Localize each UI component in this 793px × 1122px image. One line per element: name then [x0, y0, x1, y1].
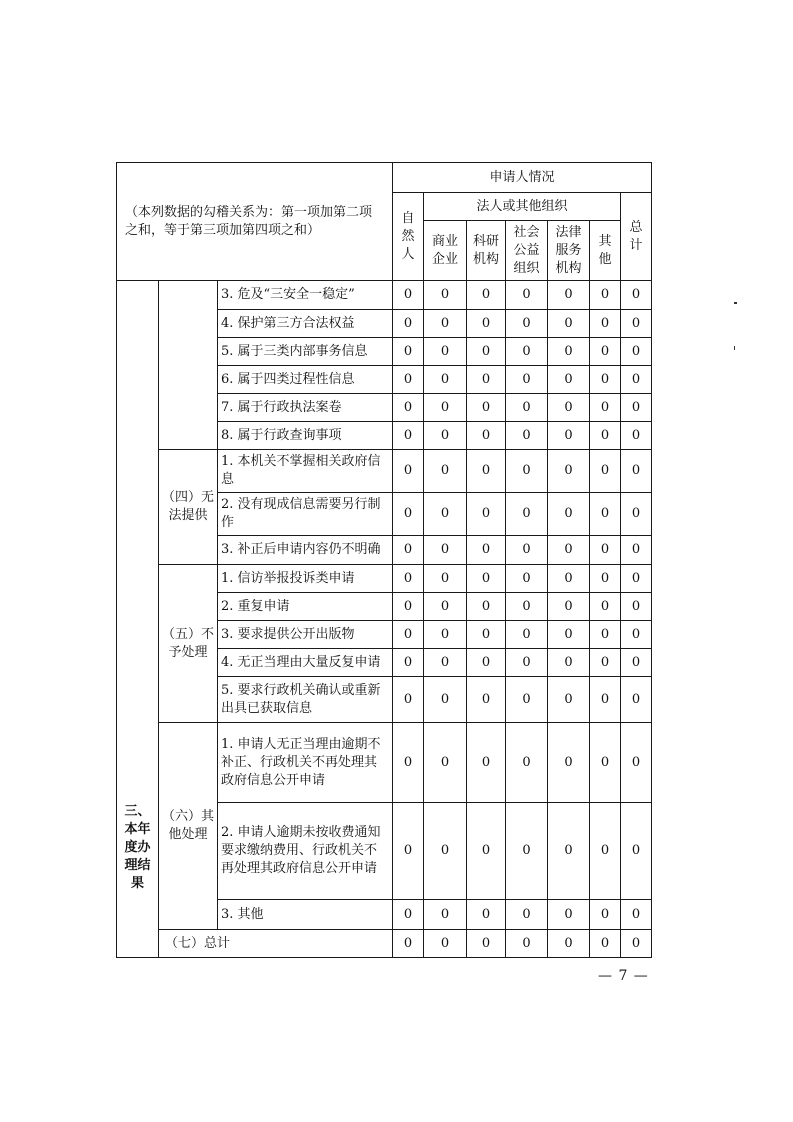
- row-label: 1. 申请人无正当理由逾期不补正、行政机关不再处理其政府信息公开申请: [218, 723, 393, 803]
- cell-value: 0: [506, 803, 548, 900]
- cell-value: 0: [393, 394, 424, 422]
- cell-value: 0: [621, 310, 652, 338]
- group-six-label: （六）其他处理: [159, 723, 218, 930]
- row-label: 7. 属于行政执法案卷: [218, 394, 393, 422]
- cell-value: 0: [548, 422, 590, 450]
- other-header: 其他: [590, 221, 621, 281]
- group-three-continuation: [159, 281, 218, 450]
- cell-value: 0: [424, 394, 467, 422]
- cell-value: 0: [621, 900, 652, 930]
- cell-value: 0: [424, 450, 467, 493]
- cell-value: 0: [506, 723, 548, 803]
- cell-value: 0: [393, 803, 424, 900]
- cell-value: 0: [506, 565, 548, 593]
- cell-value: 0: [393, 310, 424, 338]
- total-value: 0: [621, 930, 652, 958]
- cell-value: 0: [467, 536, 506, 565]
- cell-value: 0: [590, 677, 621, 723]
- cell-value: 0: [467, 450, 506, 493]
- cell-value: 0: [621, 422, 652, 450]
- cell-value: 0: [548, 281, 590, 310]
- cell-value: 0: [506, 593, 548, 621]
- cell-value: 0: [393, 281, 424, 310]
- cell-value: 0: [467, 900, 506, 930]
- cell-value: 0: [548, 803, 590, 900]
- cell-value: 0: [467, 338, 506, 366]
- row-label: 1. 信访举报投诉类申请: [218, 565, 393, 593]
- total-value: 0: [393, 930, 424, 958]
- scan-mark: [734, 346, 735, 350]
- row-label: 3. 危及“三安全一稳定”: [218, 281, 393, 310]
- cell-value: 0: [506, 366, 548, 394]
- cell-value: 0: [590, 565, 621, 593]
- row-label: 2. 重复申请: [218, 593, 393, 621]
- total-value: 0: [548, 930, 590, 958]
- cell-value: 0: [506, 536, 548, 565]
- cell-value: 0: [621, 394, 652, 422]
- cell-value: 0: [590, 621, 621, 649]
- group-five-label: （五）不予处理: [159, 565, 218, 723]
- cell-value: 0: [590, 649, 621, 677]
- cell-value: 0: [548, 621, 590, 649]
- cell-value: 0: [548, 649, 590, 677]
- cell-value: 0: [467, 394, 506, 422]
- cell-value: 0: [506, 394, 548, 422]
- cell-value: 0: [590, 593, 621, 621]
- cell-value: 0: [393, 723, 424, 803]
- row-label: 3. 要求提供公开出版物: [218, 621, 393, 649]
- cell-value: 0: [548, 450, 590, 493]
- cell-value: 0: [424, 536, 467, 565]
- cell-value: 0: [393, 649, 424, 677]
- cell-value: 0: [506, 677, 548, 723]
- cell-value: 0: [467, 565, 506, 593]
- cell-value: 0: [548, 394, 590, 422]
- cell-value: 0: [548, 677, 590, 723]
- cell-value: 0: [467, 649, 506, 677]
- cell-value: 0: [590, 281, 621, 310]
- total-value: 0: [506, 930, 548, 958]
- row-label: 2. 没有现成信息需要另行制作: [218, 493, 393, 536]
- cell-value: 0: [506, 338, 548, 366]
- total-value: 0: [424, 930, 467, 958]
- cell-value: 0: [548, 493, 590, 536]
- cell-value: 0: [393, 621, 424, 649]
- total-header: 总计: [621, 193, 652, 281]
- cell-value: 0: [393, 450, 424, 493]
- group-four-label: （四）无法提供: [159, 450, 218, 565]
- cell-value: 0: [424, 593, 467, 621]
- cell-value: 0: [590, 450, 621, 493]
- row-label: 4. 保护第三方合法权益: [218, 310, 393, 338]
- cell-value: 0: [424, 677, 467, 723]
- research-header: 科研机构: [467, 221, 506, 281]
- cell-value: 0: [621, 565, 652, 593]
- cell-value: 0: [621, 281, 652, 310]
- row-label: 4. 无正当理由大量反复申请: [218, 649, 393, 677]
- cell-value: 0: [467, 493, 506, 536]
- row-label: 3. 其他: [218, 900, 393, 930]
- total-value: 0: [590, 930, 621, 958]
- cell-value: 0: [393, 536, 424, 565]
- cell-value: 0: [590, 900, 621, 930]
- section-three-cell: [117, 281, 159, 958]
- cell-value: 0: [506, 450, 548, 493]
- cell-value: 0: [424, 338, 467, 366]
- cell-value: 0: [424, 493, 467, 536]
- row-label: 5. 要求行政机关确认或重新出具已获取信息: [218, 677, 393, 723]
- cell-value: 0: [393, 593, 424, 621]
- cell-value: 0: [467, 723, 506, 803]
- cell-value: 0: [467, 422, 506, 450]
- cell-value: 0: [393, 565, 424, 593]
- cell-value: 0: [424, 900, 467, 930]
- cell-value: 0: [590, 394, 621, 422]
- cell-value: 0: [590, 366, 621, 394]
- cell-value: 0: [590, 803, 621, 900]
- cell-value: 0: [424, 723, 467, 803]
- cell-value: 0: [548, 900, 590, 930]
- legal-persons-header: 法人或其他组织: [424, 193, 621, 221]
- cell-value: 0: [424, 621, 467, 649]
- cell-value: 0: [467, 621, 506, 649]
- cell-value: 0: [393, 677, 424, 723]
- legal-service-header: 法律服务机构: [548, 221, 590, 281]
- cell-value: 0: [506, 281, 548, 310]
- cell-value: 0: [548, 723, 590, 803]
- cell-value: 0: [424, 803, 467, 900]
- cell-value: 0: [506, 422, 548, 450]
- cell-value: 0: [506, 649, 548, 677]
- scan-mark: [734, 302, 737, 304]
- cell-value: 0: [621, 621, 652, 649]
- table-note: （本列数据的勾稽关系为：第一项加第二项之和，等于第三项加第四项之和）: [117, 163, 393, 281]
- row-label: 8. 属于行政查询事项: [218, 422, 393, 450]
- cell-value: 0: [590, 310, 621, 338]
- natural-person-header: 自然人: [393, 193, 424, 281]
- cell-value: 0: [621, 677, 652, 723]
- cell-value: 0: [393, 338, 424, 366]
- cell-value: 0: [548, 536, 590, 565]
- cell-value: 0: [467, 366, 506, 394]
- cell-value: 0: [393, 493, 424, 536]
- cell-value: 0: [621, 450, 652, 493]
- row-label: 6. 属于四类过程性信息: [218, 366, 393, 394]
- cell-value: 0: [393, 366, 424, 394]
- section-three-label: 三、本年度办理结果: [124, 804, 151, 891]
- cell-value: 0: [548, 338, 590, 366]
- cell-value: 0: [621, 493, 652, 536]
- disclosure-results-table: [116, 162, 652, 958]
- cell-value: 0: [424, 310, 467, 338]
- total-value: 0: [467, 930, 506, 958]
- cell-value: 0: [393, 900, 424, 930]
- cell-value: 0: [506, 621, 548, 649]
- commercial-header: 商业企业: [424, 221, 467, 281]
- cell-value: 0: [621, 338, 652, 366]
- cell-value: 0: [621, 593, 652, 621]
- cell-value: 0: [548, 565, 590, 593]
- cell-value: 0: [467, 677, 506, 723]
- cell-value: 0: [506, 310, 548, 338]
- row-label: 2. 申请人逾期未按收费通知要求缴纳费用、行政机关不再处理其政府信息公开申请: [218, 803, 393, 900]
- cell-value: 0: [467, 310, 506, 338]
- cell-value: 0: [424, 649, 467, 677]
- row-label: 3. 补正后申请内容仍不明确: [218, 536, 393, 565]
- cell-value: 0: [506, 493, 548, 536]
- cell-value: 0: [621, 803, 652, 900]
- cell-value: 0: [424, 366, 467, 394]
- social-welfare-header: 社会公益组织: [506, 221, 548, 281]
- cell-value: 0: [393, 422, 424, 450]
- cell-value: 0: [424, 565, 467, 593]
- cell-value: 0: [506, 900, 548, 930]
- cell-value: 0: [467, 593, 506, 621]
- cell-value: 0: [548, 366, 590, 394]
- cell-value: 0: [590, 493, 621, 536]
- cell-value: 0: [548, 310, 590, 338]
- cell-value: 0: [590, 723, 621, 803]
- row-label: 5. 属于三类内部事务信息: [218, 338, 393, 366]
- group-seven-total-label: （七）总计: [159, 930, 393, 958]
- cell-value: 0: [548, 593, 590, 621]
- cell-value: 0: [590, 422, 621, 450]
- cell-value: 0: [424, 422, 467, 450]
- cell-value: 0: [590, 338, 621, 366]
- cell-value: 0: [467, 803, 506, 900]
- cell-value: 0: [590, 536, 621, 565]
- page-number: — 7 —: [598, 968, 649, 984]
- cell-value: 0: [621, 649, 652, 677]
- applicant-situation-header: 申请人情况: [393, 163, 652, 193]
- cell-value: 0: [424, 281, 467, 310]
- cell-value: 0: [621, 723, 652, 803]
- cell-value: 0: [467, 281, 506, 310]
- cell-value: 0: [621, 366, 652, 394]
- row-label: 1. 本机关不掌握相关政府信息: [218, 450, 393, 493]
- cell-value: 0: [621, 536, 652, 565]
